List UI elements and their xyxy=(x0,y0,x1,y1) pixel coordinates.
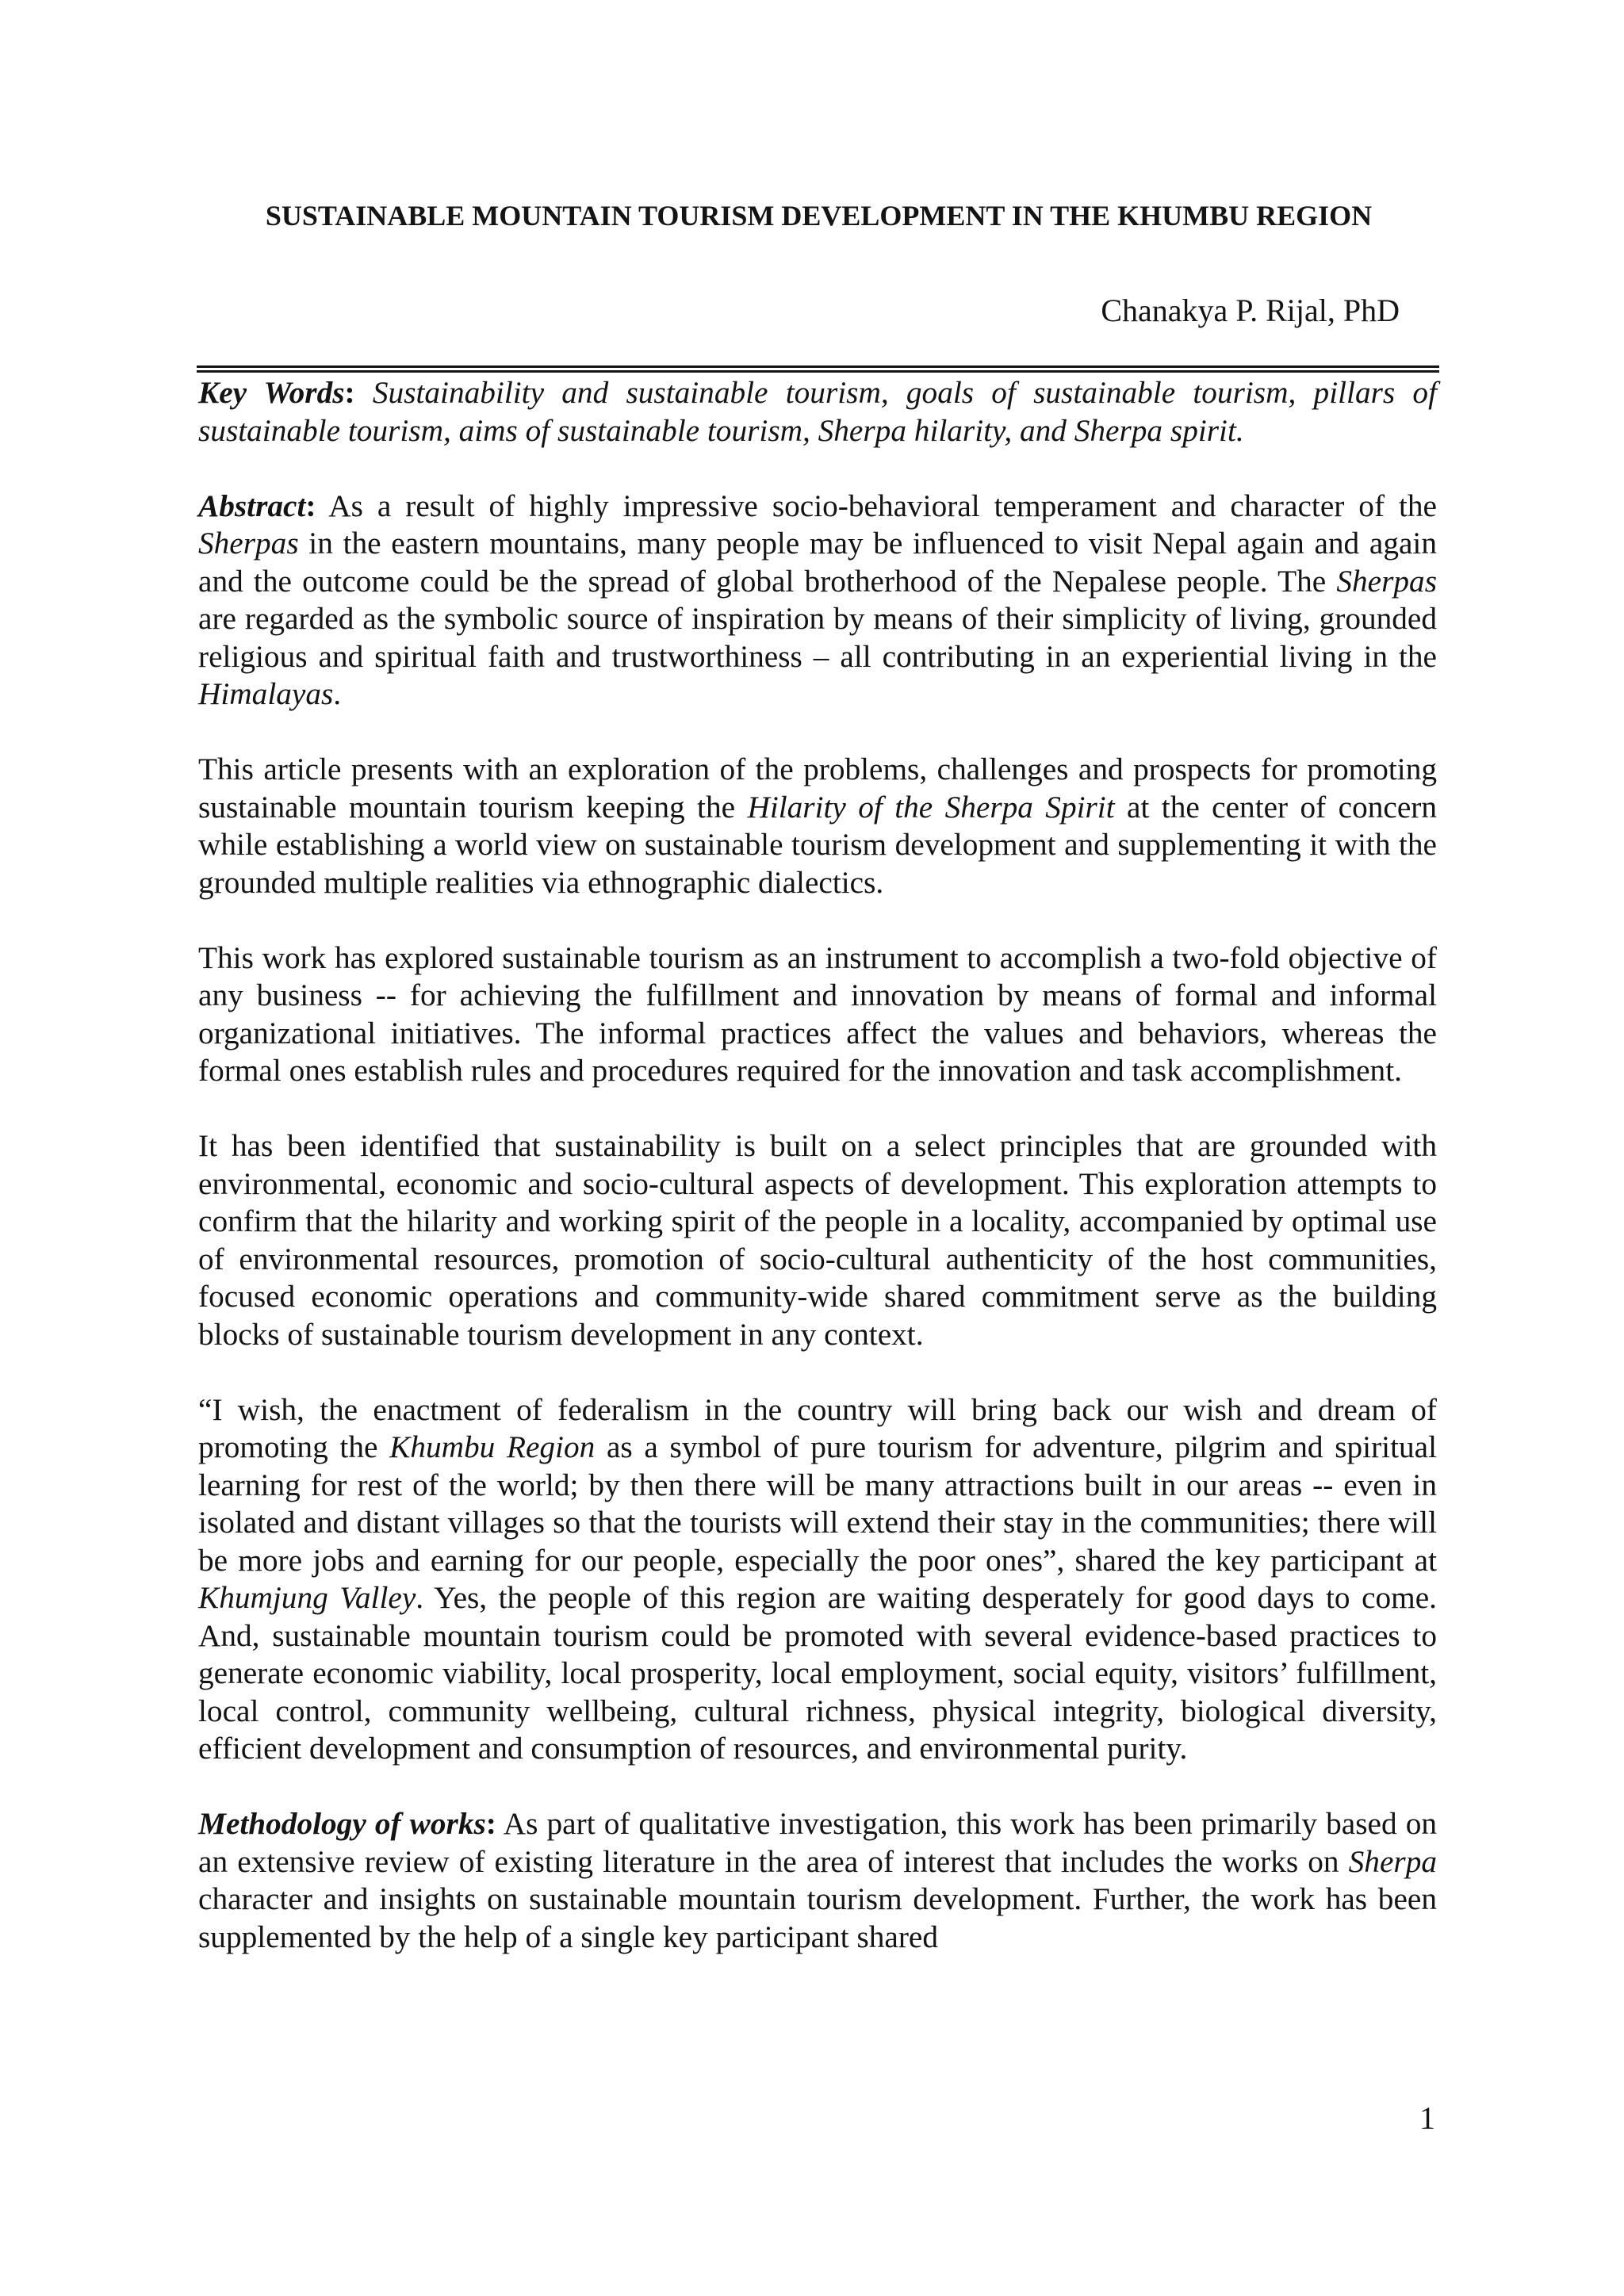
keywords-paragraph: Key Words: Sustainability and sustainable tourism, goals of sustainable tourism, pillars of sustainable tourism, aims of sustainable tourism, Sherpa hilarity, and Sherpa spirit. xyxy=(198,375,1437,448)
double-rule-divider xyxy=(197,365,1439,373)
body-paragraph-objective: This work has explored sustainable tourism as an instrument to accomplish a two-fold objective of any business -- for achieving the fulfillment and innovation by means of formal and informal organizational initiatives. The informal practices affect the values and behaviors, whereas the formal ones establish rules and procedures required for the innovation and task accomplishment. xyxy=(198,939,1437,1088)
page-number: 1 xyxy=(1419,2100,1435,2136)
abstract-label: Abstract xyxy=(198,488,306,523)
body-paragraph-principles: It has been identified that sustainability is built on a select principles that are grounded with environmental, economic and socio-cultural aspects of development. This exploration attempts to confirm that the hilarity and working spirit of the people in a locality, accompanied by optimal use of environmental resources, promotion of socio-cultural authenticity of the host communities, focused economic operations and community-wide shared commitment serve as the building blocks of sustainable tourism development in any context. xyxy=(198,1128,1437,1352)
keywords-label: Key Words xyxy=(198,375,345,410)
abstract-paragraph: Abstract: As a result of highly impressive socio-behavioral temperament and character of the Sherpas in the eastern mountains, many people may be influenced to visit Nepal again and again and the outcome could be the spread of global brotherhood of the Nepalese people. The Sherpas are regarded as the symbolic source of inspiration by means of their simplicity of living, grounded religious and spiritual faith and trustworthiness – all contributing in an experiential living in the Himalayas. xyxy=(198,488,1437,711)
body-paragraph-quote: “I wish, the enactment of federalism in the country will bring back our wish and dream of promoting the Khumbu Region as a symbol of pure tourism for adventure, pilgrim and spiritual learning for rest of the world; by then there will be many attractions built in our areas -- even in isolated and distant villages so that the tourists will extend their stay in the communities; there will be more jobs and earning for our people, especially the poor ones”, shared the key participant at Khumjung Valley. Yes, the people of this region are waiting desperately for good days to come. And, sustainable mountain tourism could be promoted with several evidence-based practices to generate economic viability, local prosperity, local employment, social equity, visitors’ fulfillment, local control, community wellbeing, cultural richness, physical integrity, biological diversity, efficient development and consumption of resources, and environmental purity. xyxy=(198,1391,1437,1766)
document-body xyxy=(198,374,1437,1994)
body-paragraph-exploration: This article presents with an exploration of the problems, challenges and prospects for promoting sustainable mountain tourism keeping the Hilarity of the Sherpa Spirit at the center of concern while establishing a world view on sustainable tourism development and supplementing it with the grounded multiple realities via ethnographic dialectics. xyxy=(198,752,1437,900)
methodology-label: Methodology of works xyxy=(198,1806,486,1841)
document-title: SUSTAINABLE MOUNTAIN TOURISM DEVELOPMENT IN THE KHUMBU REGION xyxy=(265,200,1373,232)
keywords-text: Sustainability and sustainable tourism, goals of sustainable tourism, pillars of sustainable tourism, aims of sustainable tourism, Sherpa hilarity, and Sherpa spirit. xyxy=(198,375,1437,448)
methodology-paragraph: Methodology of works: As part of qualitative investigation, this work has been primarily based on an extensive review of existing literature in the area of interest that includes the works on Sherpa character and insights on sustainable mountain tourism development. Further, the work has been supplemented by the help of a single key participant shared xyxy=(198,1806,1438,1954)
author-name: Chanakya P. Rijal, PhD xyxy=(1101,293,1400,328)
